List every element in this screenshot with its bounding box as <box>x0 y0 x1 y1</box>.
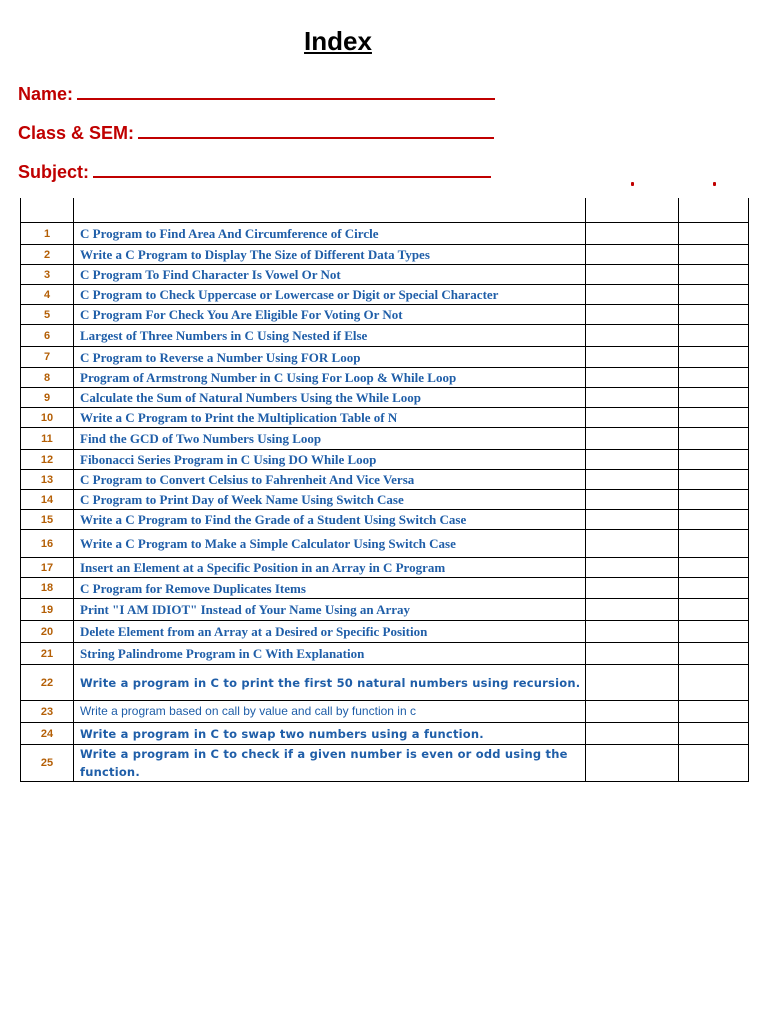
blank-cell <box>679 305 749 325</box>
name-field <box>18 84 495 105</box>
program-title: Fibonacci Series Program in C Using DO While Loop <box>74 450 586 470</box>
program-title: C Program to Convert Celsius to Fahrenheit And Vice Versa <box>74 470 586 490</box>
program-title: Write a C Program to Print the Multiplication Table of N <box>74 408 586 428</box>
name-blank-line <box>77 84 495 100</box>
table-row <box>21 665 749 701</box>
blank-cell <box>586 368 679 388</box>
blank-cell <box>679 599 749 621</box>
blank-cell <box>679 578 749 599</box>
header-cell <box>74 198 586 223</box>
blank-cell <box>586 558 679 578</box>
program-title: C Program For Check You Are Eligible For Voting Or Not <box>74 305 586 325</box>
table-row <box>21 325 749 347</box>
program-title: Insert an Element at a Specific Position in an Array in C Program <box>74 558 586 578</box>
program-title: Calculate the Sum of Natural Numbers Using the While Loop <box>74 388 586 408</box>
program-title: C Program to Check Uppercase or Lowercase or Digit or Special Character <box>74 285 586 305</box>
blank-cell <box>586 347 679 368</box>
program-title: Write a program in C to swap two numbers using a function. <box>74 723 586 745</box>
table-row <box>21 347 749 368</box>
blank-cell <box>586 510 679 530</box>
blank-cell <box>586 470 679 490</box>
blank-cell <box>679 621 749 643</box>
row-number: 2 <box>21 245 74 265</box>
table-row <box>21 510 749 530</box>
program-title: C Program to Reverse a Number Using FOR Loop <box>74 347 586 368</box>
table-row <box>21 621 749 643</box>
blank-cell <box>586 428 679 450</box>
blank-cell <box>586 665 679 701</box>
program-title: Write a C Program to Find the Grade of a Student Using Switch Case <box>74 510 586 530</box>
blank-cell <box>586 285 679 305</box>
table-row <box>21 701 749 723</box>
row-number: 9 <box>21 388 74 408</box>
row-number: 3 <box>21 265 74 285</box>
blank-cell <box>586 599 679 621</box>
blank-cell <box>679 643 749 665</box>
row-number: 20 <box>21 621 74 643</box>
blank-cell <box>679 510 749 530</box>
table-row <box>21 450 749 470</box>
class-sem-label: Class & SEM: <box>18 123 135 143</box>
blank-cell <box>586 223 679 245</box>
blank-cell <box>586 408 679 428</box>
blank-cell <box>586 745 679 782</box>
program-title: C Program for Remove Duplicates Items <box>74 578 586 599</box>
blank-cell <box>679 701 749 723</box>
program-title: Write a C Program to Display The Size of Different Data Types <box>74 245 586 265</box>
table-row <box>21 245 749 265</box>
program-title: Largest of Three Numbers in C Using Nested if Else <box>74 325 586 347</box>
table-row <box>21 368 749 388</box>
blank-cell <box>586 325 679 347</box>
blank-cell <box>679 723 749 745</box>
row-number: 25 <box>21 745 74 782</box>
table-row <box>21 745 749 782</box>
program-title: Write a program in C to check if a given number is even or odd using the function. <box>74 745 586 782</box>
subject-blank-line <box>93 162 491 178</box>
blank-cell <box>586 450 679 470</box>
table-header-row <box>21 198 749 223</box>
class-sem-field <box>18 123 494 144</box>
table-row <box>21 285 749 305</box>
blank-cell <box>679 450 749 470</box>
table-row <box>21 388 749 408</box>
blank-cell <box>679 245 749 265</box>
row-number: 10 <box>21 408 74 428</box>
table-row <box>21 408 749 428</box>
row-number: 22 <box>21 665 74 701</box>
blank-cell <box>586 621 679 643</box>
name-label: Name: <box>18 84 74 104</box>
row-number: 11 <box>21 428 74 450</box>
table-row <box>21 558 749 578</box>
blank-cell <box>679 388 749 408</box>
program-title: C Program to Find Area And Circumference of Circle <box>74 223 586 245</box>
row-number: 14 <box>21 490 74 510</box>
program-index-table <box>20 198 749 782</box>
blank-cell <box>586 643 679 665</box>
blank-cell <box>586 723 679 745</box>
table-row <box>21 490 749 510</box>
blank-cell <box>586 305 679 325</box>
program-title: Write a program in C to print the first 50 natural numbers using recursion. <box>74 665 586 701</box>
header-cell <box>679 198 749 223</box>
row-number: 12 <box>21 450 74 470</box>
page-title: Index <box>304 26 372 56</box>
header-cell <box>586 198 679 223</box>
program-title: Delete Element from an Array at a Desired or Specific Position <box>74 621 586 643</box>
blank-cell <box>679 368 749 388</box>
blank-cell <box>679 490 749 510</box>
table-row <box>21 530 749 558</box>
row-number: 18 <box>21 578 74 599</box>
blank-cell <box>679 285 749 305</box>
program-title: String Palindrome Program in C With Explanation <box>74 643 586 665</box>
blank-cell <box>679 558 749 578</box>
header-cell <box>21 198 74 223</box>
subject-field <box>18 162 491 183</box>
blank-cell <box>679 223 749 245</box>
row-number: 24 <box>21 723 74 745</box>
program-title: Program of Armstrong Number in C Using For Loop & While Loop <box>74 368 586 388</box>
row-number: 21 <box>21 643 74 665</box>
blank-cell <box>679 265 749 285</box>
blank-cell <box>586 701 679 723</box>
blank-cell <box>679 347 749 368</box>
row-number: 5 <box>21 305 74 325</box>
blank-cell <box>679 745 749 782</box>
table-row <box>21 265 749 285</box>
program-title: Find the GCD of Two Numbers Using Loop <box>74 428 586 450</box>
table-row <box>21 223 749 245</box>
table-row <box>21 599 749 621</box>
blank-cell <box>679 470 749 490</box>
row-number: 17 <box>21 558 74 578</box>
blank-cell <box>586 265 679 285</box>
program-title: Write a program based on call by value and call by function in c <box>74 701 586 723</box>
blank-cell <box>586 490 679 510</box>
row-number: 4 <box>21 285 74 305</box>
blank-cell <box>679 428 749 450</box>
row-number: 7 <box>21 347 74 368</box>
table-row <box>21 643 749 665</box>
blank-cell <box>586 245 679 265</box>
blank-cell <box>679 665 749 701</box>
row-number: 13 <box>21 470 74 490</box>
table-row <box>21 428 749 450</box>
blank-cell <box>586 578 679 599</box>
program-title: Write a C Program to Make a Simple Calculator Using Switch Case <box>74 530 586 558</box>
blank-cell <box>586 530 679 558</box>
program-title: Print "I AM IDIOT" Instead of Your Name Using an Array <box>74 599 586 621</box>
row-number: 19 <box>21 599 74 621</box>
table-row <box>21 723 749 745</box>
row-number: 1 <box>21 223 74 245</box>
red-mark <box>631 182 634 186</box>
class-sem-blank-line <box>138 123 494 139</box>
row-number: 8 <box>21 368 74 388</box>
table-row <box>21 578 749 599</box>
blank-cell <box>679 325 749 347</box>
blank-cell <box>679 530 749 558</box>
blank-cell <box>679 408 749 428</box>
row-number: 23 <box>21 701 74 723</box>
table-row <box>21 470 749 490</box>
red-mark <box>713 182 716 186</box>
blank-cell <box>586 388 679 408</box>
row-number: 16 <box>21 530 74 558</box>
subject-label: Subject: <box>18 162 90 182</box>
table-row <box>21 305 749 325</box>
row-number: 15 <box>21 510 74 530</box>
row-number: 6 <box>21 325 74 347</box>
program-title: C Program To Find Character Is Vowel Or Not <box>74 265 586 285</box>
program-title: C Program to Print Day of Week Name Using Switch Case <box>74 490 586 510</box>
